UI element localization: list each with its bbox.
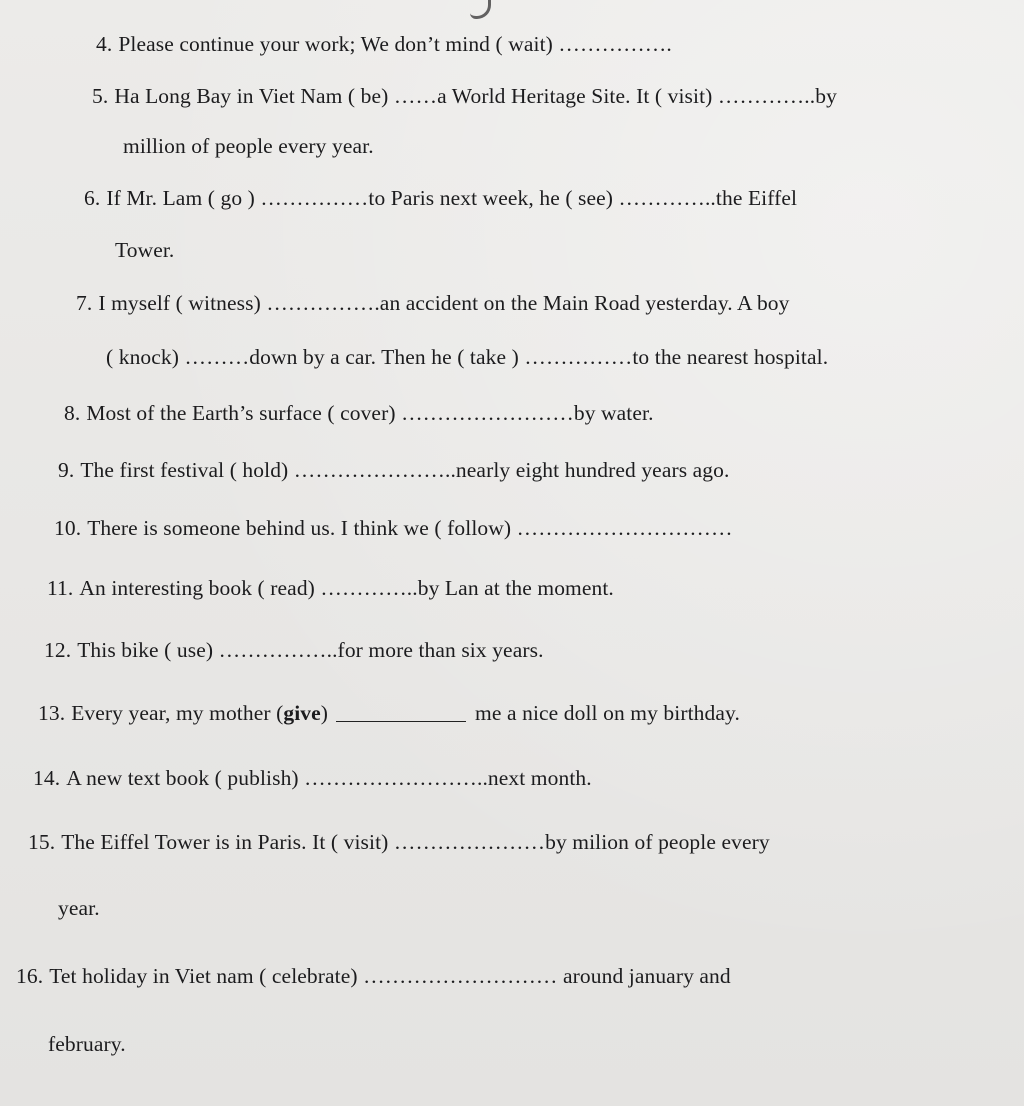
question-6-continuation: Tower.: [115, 238, 175, 262]
question-14: 14. A new text book ( publish) ……………………..next month.: [33, 766, 592, 790]
question-5: 5. Ha Long Bay in Viet Nam ( be) ……a World Heritage Site. It ( visit) …………..by: [92, 84, 837, 108]
question-5-continuation: million of people every year.: [123, 134, 374, 158]
question-15: 15. The Eiffel Tower is in Paris. It ( visit) …………………by milion of people every: [28, 830, 770, 854]
question-13: 13. Every year, my mother (give) me a nice doll on my birthday.: [38, 701, 740, 725]
question-10: 10. There is someone behind us. I think we ( follow) …………………………: [54, 516, 733, 540]
question-4: 4. Please continue your work; We don’t mind ( wait) …………….: [96, 32, 672, 56]
question-7-continuation: ( knock) ………down by a car. Then he ( take ) ……………to the nearest hospital.: [106, 345, 829, 369]
question-11: 11. An interesting book ( read) …………..by Lan at the moment.: [47, 576, 614, 600]
question-12: 12. This bike ( use) ……………..for more than six years.: [44, 638, 544, 662]
question-16-continuation: february.: [48, 1032, 126, 1056]
question-9: 9. The first festival ( hold) …………………..nearly eight hundred years ago.: [58, 458, 730, 482]
answer-blank: [336, 721, 466, 722]
question-7: 7. I myself ( witness) …………….an accident on the Main Road yesterday. A boy: [76, 291, 790, 315]
question-6: 6. If Mr. Lam ( go ) ……………to Paris next week, he ( see) …………..the Eiffel: [84, 186, 798, 210]
cut-off-heading-fragment: [470, 0, 491, 19]
question-15-continuation: year.: [58, 896, 100, 920]
question-16: 16. Tet holiday in Viet nam ( celebrate) ……………………… around january and: [16, 964, 731, 988]
emphasized-verb: give: [283, 701, 321, 725]
question-8: 8. Most of the Earth’s surface ( cover) ……………………by water.: [64, 401, 654, 425]
